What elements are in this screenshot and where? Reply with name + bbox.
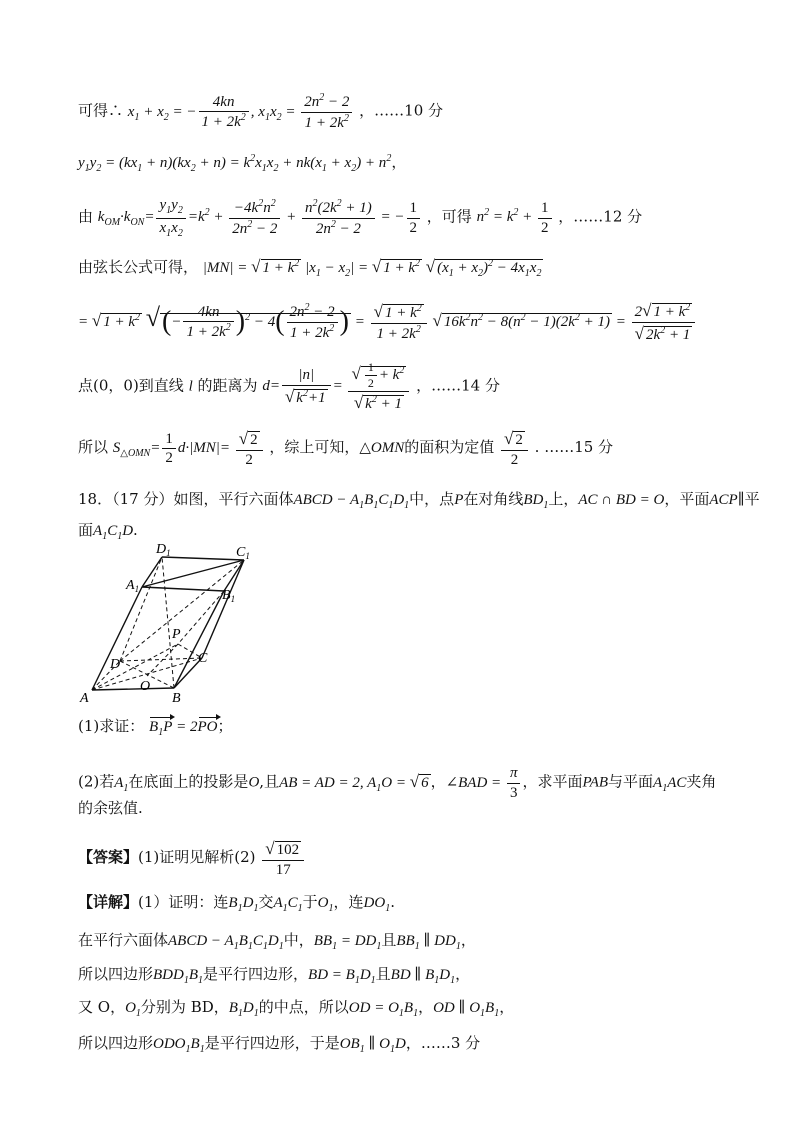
score-3: ，……3 分	[405, 1034, 481, 1052]
text: 交	[258, 893, 274, 911]
text-lead: 由弦长公式可得，	[78, 258, 199, 276]
formula-parallel: OD ∥ $O_1B_1$	[433, 1000, 500, 1019]
label-A: A	[80, 691, 89, 706]
text: 中，点	[409, 490, 455, 508]
label-C: C	[198, 651, 208, 666]
text-mid: 的距离为	[197, 376, 258, 395]
formula-bb1-dd1: $BB_1 = DD_1$	[313, 933, 382, 952]
point-o: O	[248, 774, 260, 791]
part-2-line-2	[78, 800, 143, 817]
text: 于	[302, 893, 318, 911]
formula-od-o1b1: OD = $O_1B_1$	[348, 1000, 419, 1019]
text: 夹角	[686, 772, 717, 791]
label-O: O	[140, 679, 151, 694]
label-B1: $B_1$	[222, 588, 236, 604]
line-l-symbol: l	[188, 378, 193, 395]
answer-value: $\frac{√ 102}{17}$	[260, 850, 306, 866]
answer-text: (1)证明见解析(2)	[138, 848, 256, 867]
point-p: P	[454, 492, 464, 508]
triangle-omn: OMN	[370, 440, 405, 457]
quad-bdd1b1: $BDD_1B_1$	[153, 967, 204, 986]
formula-chord-length: |MN| = √ $1 + k^2$ $|x_1 - x_2|$ = √ $1 + k^2$ √ $(x_1 + x_2)^2 - 4x_1x_2$	[202, 257, 542, 279]
formula-constant: $\frac{√ 2}{2}$	[499, 440, 530, 456]
detail-line-3: 所以四边形$BDD_1B_1$是平行四边形，BD = $B_1D_1$且BD ∥ $B_1D_1$，	[78, 965, 471, 986]
part-1-label: (1)求证：	[78, 717, 145, 735]
formula-intersection: AC ∩ BD = O	[578, 492, 665, 508]
text: (1）证明：连	[138, 893, 229, 911]
text-lead: 点(0，0)到直线	[78, 376, 184, 395]
text-lead: 所以	[78, 438, 109, 457]
formula-parallel: $BB_1$ ∥ $DD_1$	[396, 933, 461, 952]
line-5	[78, 300, 697, 345]
q18-line-2: 面$A_1C_1D$.	[78, 521, 138, 542]
line-7	[78, 428, 613, 470]
detail-line-1	[78, 894, 395, 914]
formula-chord-expanded: = √ $1 + k^2$ √(− $\frac{4kn}{1 + 2k^2}$ )$^2$ − 4( $\frac{2n^2 - 2}{1 + 2k^2}$ ) = $\frac{√ 1 + k^2}{1 + 2k^2}$ √ $16k^2n^2 - 8(n^2 - 1)(2k^2 + 1)$ = $\frac{2√ 1 + k^2}{√ 2k^2 + 1}$	[78, 314, 697, 330]
line-4	[78, 258, 543, 279]
formula-vector: $B_1P = 2PO$	[149, 719, 218, 738]
text: 是平行四边形，于是	[204, 1034, 340, 1052]
formula-bd-b1d1: BD = $B_1D_1$	[308, 967, 376, 986]
text: ，连	[333, 893, 364, 911]
text: 的余弦值.	[78, 799, 143, 817]
answer-denominator: 17	[262, 860, 304, 880]
formula-n-squared: $n^2 = k^2$ + $\frac{1}{2}$	[477, 209, 554, 225]
formula-angle: ∠BAD = $\frac{\pi}{3}$	[446, 775, 523, 791]
plane-acp: ACP	[709, 492, 738, 508]
detail-line-5	[78, 1035, 480, 1055]
point-o1: $O_1$	[317, 895, 334, 914]
text: ∥平	[737, 490, 760, 508]
text: (2)若	[78, 772, 115, 791]
text-mid: ，综上可知，△	[269, 438, 371, 457]
text: 在平行六面体	[78, 931, 169, 949]
formula-prism: ABCD − $A_1B_1C_1D_1$	[293, 492, 410, 511]
parallelepiped-figure	[80, 540, 266, 706]
text-lead: 由	[78, 207, 94, 226]
score-10: ，……10 分	[359, 101, 444, 120]
text: 分别为 BD，	[140, 998, 229, 1016]
line-2: $y_1y_2 = (kx_1 + n)(kx_2 + n) = k^2x_1x_2 + nk(x_1 + x_2) + n^2$，	[78, 153, 407, 174]
detail-label: 【详解】	[78, 893, 139, 911]
plane-pab: PAB	[582, 774, 609, 791]
formula-prism: ABCD − $A_1B_1C_1D_1$	[168, 933, 284, 952]
text: 在底面上的投影是	[128, 772, 249, 791]
quad-odo1b1: $ODO_1B_1$	[153, 1036, 205, 1055]
seg-b1d1: $B_1D_1$	[228, 895, 259, 914]
text: 中，	[283, 931, 314, 949]
score-14: ，……14 分	[416, 376, 500, 395]
text: ,且	[259, 772, 280, 791]
plane-a1c1d: $A_1C_1D$	[93, 523, 134, 542]
diag-bd1: $BD_1$	[523, 492, 549, 511]
detail-line-4: 又 O，$O_1$分别为 BD，$B_1D_1$的中点，所以OD = $O_1B_1$，OD ∥ $O_1B_1$，	[78, 998, 515, 1019]
text: 且	[375, 965, 391, 983]
text: ，平面	[664, 490, 710, 508]
label-A1: $A_1$	[126, 578, 140, 594]
text-mid2: 的面积为定值	[404, 438, 495, 457]
formula-vieta: $x_1 + x_2$ = − $\frac{4kn}{1 + 2k^2}$ , $x_1x_2$ = $\frac{2n^2 - 2}{1 + 2k^2}$	[128, 104, 355, 120]
text: 上，	[548, 490, 579, 508]
part-1: (1)求证： $B_1P = 2PO$；	[78, 717, 233, 738]
text: 与平面	[608, 772, 654, 791]
text: .	[390, 893, 395, 911]
line-3	[78, 196, 642, 240]
detail-line-2: 在平行六面体ABCD − $A_1B_1C_1D_1$中，$BB_1 = DD_1$且$BB_1$ ∥ $DD_1$，	[78, 931, 476, 952]
text: 且	[381, 931, 397, 949]
point-a1: $A_1$	[114, 774, 129, 794]
label-B: B	[172, 691, 181, 706]
answer-numerator: 102	[276, 842, 300, 858]
text: ，求平面	[522, 772, 583, 791]
seg-b1d1: $B_1D_1$	[228, 1000, 259, 1019]
answer-line	[78, 838, 306, 880]
score-12: ，……12 分	[558, 207, 643, 226]
text: 所以四边形	[78, 1034, 154, 1052]
formula-lengths: AB = AD = 2, $A_1O$ = √ 6	[279, 771, 429, 794]
part-2-line-1: (2)若$A_1$在底面上的投影是O,且AB = AD = 2, $A_1O$ = √ 6 ，∠BAD = $\frac{\pi}{3}$ ，求平面PAB与平面$A_1AC$夹角	[78, 765, 717, 801]
text: 是平行四边形，	[203, 965, 309, 983]
formula-parallel: BD ∥ $B_1D_1$	[390, 967, 456, 986]
label-C1: $C_1$	[236, 545, 250, 561]
answer-label: 【答案】	[78, 848, 139, 867]
label-D: D	[110, 657, 121, 672]
seg-do1: $DO_1$	[363, 895, 391, 914]
score-15: . ……15 分	[534, 438, 614, 457]
label-D1: $D_1$	[156, 542, 171, 558]
q18-line-1	[78, 491, 760, 511]
line-1	[78, 92, 443, 133]
point-o1: $O_1$	[125, 1000, 141, 1019]
formula-parallel: $OB_1$ ∥ $O_1D$	[339, 1036, 406, 1055]
label-P: P	[172, 627, 181, 642]
text: 在对角线	[463, 490, 524, 508]
text-lead: 可得∴	[78, 101, 124, 120]
formula-slope-product: $k_{OM}\cdot k_{ON}=$ $\frac{y_1y_2}{x_1x_2}$ $=k^2$ + $\frac{-4k^2n^2}{2n^2 - 2}$ + $\frac{n^2(2k^2 + 1)}{2n^2 - 2}$ = − $\frac{1}{2}$	[98, 209, 422, 225]
line-6	[78, 360, 500, 414]
plane-a1ac: $A_1AC$	[653, 774, 687, 794]
text: 又 O，	[78, 998, 126, 1016]
q18-intro: 18．（17 分）如图，平行六面体	[78, 490, 294, 508]
text: 面	[78, 521, 94, 539]
formula-distance: d= $\frac{|n|}{√ k^2+1}$ = √ $\frac{1}{2}$ + $k^2$ √ $k^2 + 1$	[262, 378, 411, 394]
text: 的中点，所以	[258, 998, 349, 1016]
text-mid: ，可得	[426, 207, 472, 226]
text: 所以四边形	[78, 965, 154, 983]
formula-area: $S_{\triangle OMN}=$ $\frac{1}{2}$ d·|MN|= $\frac{√ 2}{2}$	[113, 440, 265, 456]
seg-a1c1: $A_1C_1$	[273, 895, 303, 914]
